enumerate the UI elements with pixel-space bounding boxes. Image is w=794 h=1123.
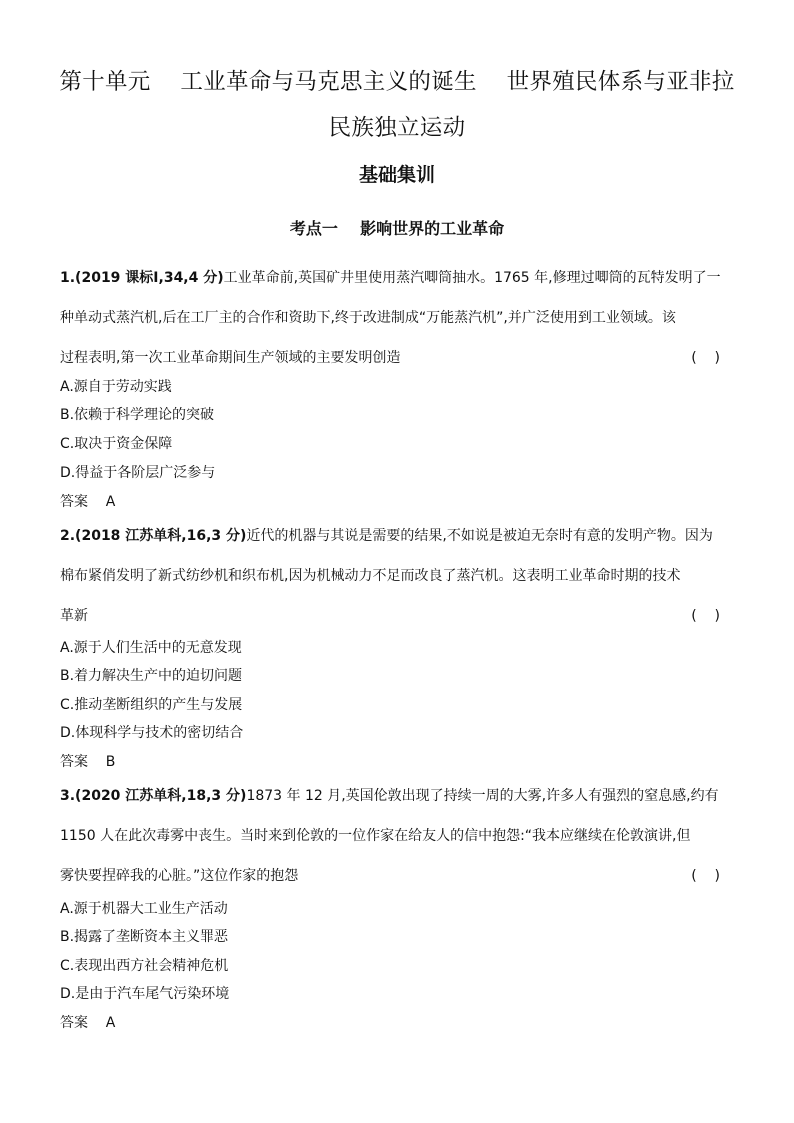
question-text: 1873 年 12 月,英国伦敦出现了持续一周的大雾,许多人有强烈的窒息感,约有 — [246, 788, 719, 804]
option-c: C.表现出西方社会精神危机 — [60, 958, 229, 974]
question-3-stem — [60, 776, 728, 896]
question-text: 近代的机器与其说是需要的结果,不如说是被迫无奈时有意的发明产物。因为 — [246, 528, 713, 544]
option-a: A.源于机器大工业生产活动 — [60, 901, 228, 917]
question-text: 1150 人在此次毒雾中丧生。当时来到伦敦的一位作家在给友人的信中抱怨:“我本应继续在伦敦演讲,但 — [60, 828, 691, 844]
page-title-line1: 第十单元 工业革命与马克思主义的诞生 世界殖民体系与亚非拉 — [59, 69, 735, 95]
answer-blank: ( ) — [691, 608, 720, 624]
question-source: 3.(2020 江苏单科,18,3 分) — [60, 788, 247, 804]
question-1-stem — [60, 258, 728, 378]
answer-blank: ( ) — [691, 350, 720, 366]
option-b: B.揭露了垄断资本主义罪恶 — [60, 929, 229, 945]
option-b: B.着力解决生产中的迫切问题 — [60, 668, 243, 684]
question-text: 雾快要捏碎我的心脏。”这位作家的抱怨 — [60, 868, 299, 884]
page-title-line2: 民族独立运动 — [328, 115, 466, 141]
option-c: C.推动垄断组织的产生与发展 — [60, 697, 243, 713]
page-subtitle: 基础集训 — [358, 164, 435, 186]
section-heading: 考点一 影响世界的工业革命 — [289, 219, 505, 238]
question-source: 2.(2018 江苏单科,16,3 分) — [60, 528, 247, 544]
answer-line: 答案 A — [60, 494, 116, 510]
option-b: B.依赖于科学理论的突破 — [60, 407, 215, 423]
question-text: 棉布紧俏发明了新式纺纱机和织布机,因为机械动力不足而改良了蒸汽机。这表明工业革命时期的技术 — [60, 568, 681, 584]
question-text: 工业革命前,英国矿井里使用蒸汽唧筒抽水。1765 年,修理过唧筒的瓦特发明了一 — [223, 270, 721, 286]
option-d: D.得益于各阶层广泛参与 — [60, 465, 216, 481]
answer-line: 答案 B — [60, 754, 116, 770]
answer-blank: ( ) — [691, 868, 720, 884]
question-text: 过程表明,第一次工业革命期间生产领域的主要发明创造 — [60, 350, 401, 366]
option-d: D.是由于汽车尾气污染环境 — [60, 986, 230, 1002]
question-2-stem — [60, 516, 728, 636]
option-a: A.源于人们生活中的无意发现 — [60, 640, 242, 656]
question-source: 1.(2019 课标Ⅰ,34,4 分) — [60, 270, 224, 286]
question-text: 种单动式蒸汽机,后在工厂主的合作和资助下,终于改进制成“万能蒸汽机”,并广泛使用到工业领域。该 — [60, 310, 676, 326]
option-a: A.源自于劳动实践 — [60, 379, 172, 395]
question-text: 革新 — [60, 608, 88, 624]
option-c: C.取决于资金保障 — [60, 436, 173, 452]
answer-line: 答案 A — [60, 1015, 116, 1031]
option-d: D.体现科学与技术的密切结合 — [60, 725, 244, 741]
